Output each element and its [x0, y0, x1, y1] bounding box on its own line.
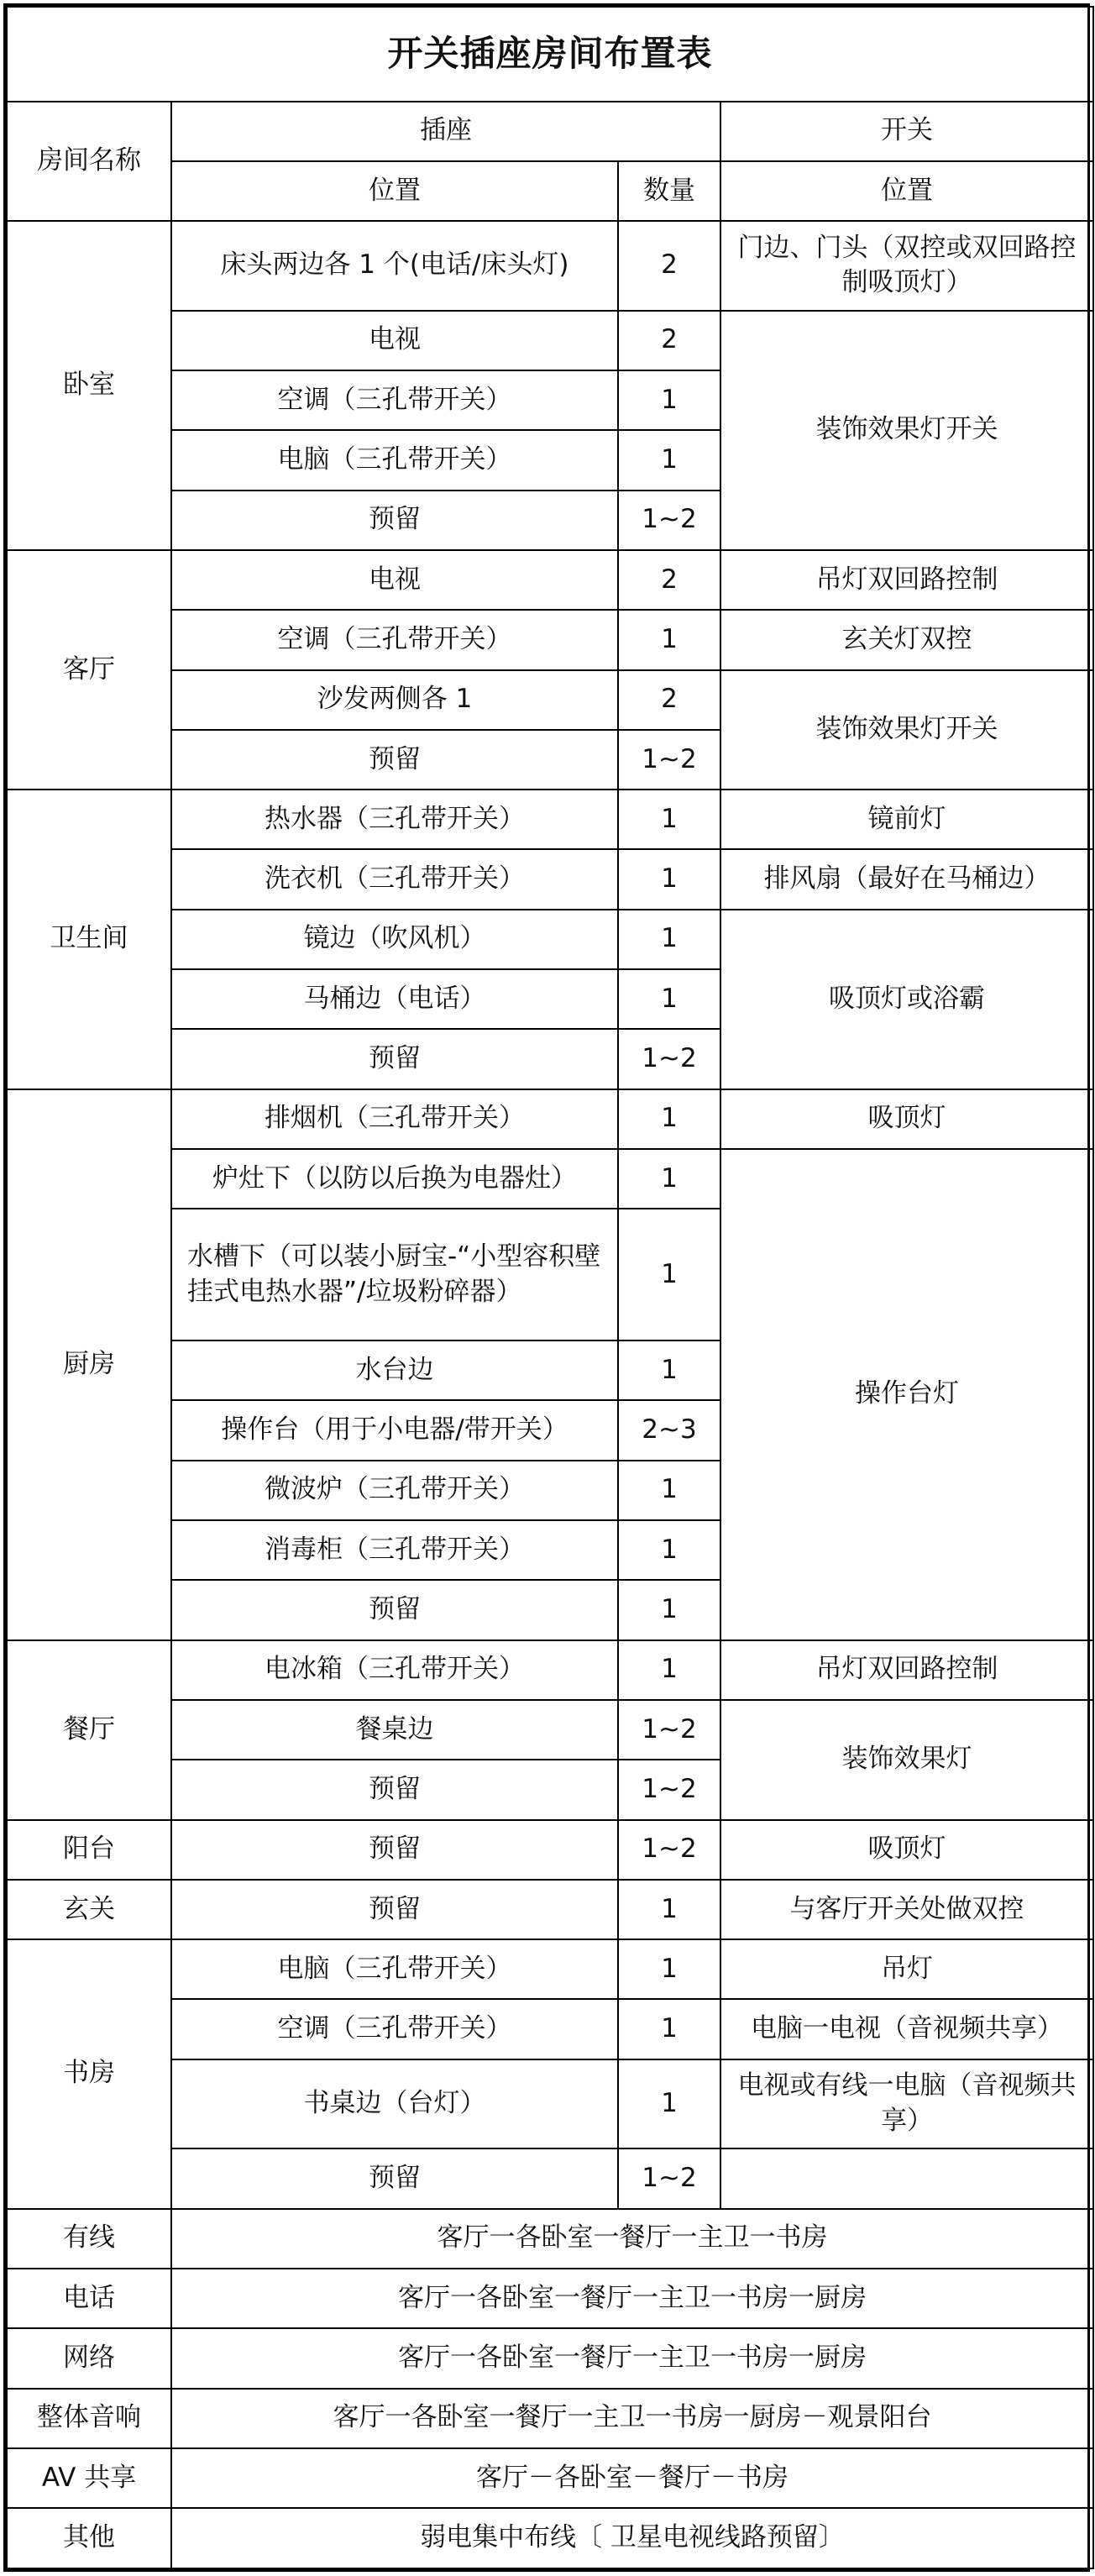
table-row — [7, 790, 1093, 849]
socket-quantity: 1 — [618, 1461, 720, 1520]
room-name-study: 书房 — [7, 1939, 171, 2208]
socket-position: 操作台（用于小电器/带开关） — [171, 1400, 618, 1460]
room-name-kitchen: 厨房 — [7, 1089, 171, 1640]
socket-position: 空调（三孔带开关） — [171, 1999, 618, 2059]
header-socket: 插座 — [171, 102, 720, 161]
wiring-value: 客厅一各卧室一餐厅一主卫一书房一厨房 — [171, 2328, 1093, 2388]
socket-position: 预留 — [171, 1760, 618, 1819]
socket-position: 预留 — [171, 1820, 618, 1880]
socket-position: 电冰箱（三孔带开关） — [171, 1640, 618, 1700]
socket-quantity: 1 — [618, 1939, 720, 1999]
switch-position: 吊灯 — [720, 1939, 1093, 1999]
socket-position: 沙发两侧各 1 — [171, 670, 618, 730]
table-row — [7, 1939, 1093, 1999]
wiring-name: 电话 — [7, 2269, 171, 2328]
socket-quantity: 1 — [618, 1999, 720, 2059]
socket-quantity: 2~3 — [618, 1400, 720, 1460]
socket-position: 空调（三孔带开关） — [171, 370, 618, 430]
socket-position: 电脑（三孔带开关） — [171, 430, 618, 490]
switch-position: 电脑一电视（音视频共享） — [720, 1999, 1093, 2059]
socket-quantity: 1 — [618, 1580, 720, 1640]
socket-position: 马桶边（电话） — [171, 969, 618, 1029]
socket-quantity: 2 — [618, 221, 720, 310]
socket-quantity: 2 — [618, 670, 720, 730]
socket-position: 预留 — [171, 2148, 618, 2208]
socket-quantity: 1~2 — [618, 1700, 720, 1760]
room-name-bathroom: 卫生间 — [7, 790, 171, 1089]
socket-quantity: 1 — [618, 1149, 720, 1209]
socket-quantity: 1~2 — [618, 730, 720, 790]
switch-position: 装饰效果灯开关 — [720, 670, 1093, 790]
table-row — [7, 1820, 1093, 1880]
socket-quantity: 1~2 — [618, 1029, 720, 1089]
header-room-name: 房间名称 — [7, 102, 171, 222]
table-row — [7, 1089, 1093, 1149]
socket-position: 微波炉（三孔带开关） — [171, 1461, 618, 1520]
socket-quantity: 1 — [618, 430, 720, 490]
socket-position: 空调（三孔带开关） — [171, 610, 618, 669]
socket-quantity: 1~2 — [618, 1760, 720, 1819]
table-row — [7, 1640, 1093, 1700]
socket-quantity: 1 — [618, 1089, 720, 1149]
switch-position: 吊灯双回路控制 — [720, 550, 1093, 610]
switch-position: 门边、门头（双控或双回路控制吸顶灯） — [720, 221, 1093, 310]
table-row — [7, 2209, 1093, 2269]
table-row — [7, 221, 1093, 310]
socket-quantity: 1 — [618, 910, 720, 969]
socket-position: 热水器（三孔带开关） — [171, 790, 618, 849]
socket-position: 电视 — [171, 311, 618, 370]
socket-quantity: 1 — [618, 370, 720, 430]
switch-position: 吸顶灯 — [720, 1089, 1093, 1149]
room-name-bedroom: 卧室 — [7, 221, 171, 550]
room-name-dining: 餐厅 — [7, 1640, 171, 1820]
socket-quantity: 1 — [618, 1520, 720, 1580]
socket-position: 预留 — [171, 730, 618, 790]
socket-position: 餐桌边 — [171, 1700, 618, 1760]
socket-quantity: 1 — [618, 969, 720, 1029]
socket-position: 消毒柜（三孔带开关） — [171, 1520, 618, 1580]
switch-position: 排风扇（最好在马桶边） — [720, 849, 1093, 909]
socket-quantity: 1~2 — [618, 2148, 720, 2208]
title-row — [7, 7, 1093, 102]
table-row — [7, 2269, 1093, 2328]
switch-position: 吊灯双回路控制 — [720, 1640, 1093, 1700]
socket-position: 炉灶下（以防以后换为电器灶） — [171, 1149, 618, 1209]
socket-position: 书桌边（台灯） — [171, 2059, 618, 2148]
socket-position: 电视 — [171, 550, 618, 610]
switch-position — [720, 2148, 1093, 2208]
socket-quantity: 2 — [618, 550, 720, 610]
wiring-value: 客厅一各卧室一餐厅一主卫一书房 — [171, 2209, 1093, 2269]
wiring-value: 客厅一各卧室一餐厅一主卫一书房一厨房－观景阳台 — [171, 2389, 1093, 2448]
header-row-1 — [7, 102, 1093, 161]
table-row — [7, 1880, 1093, 1939]
socket-position: 预留 — [171, 1029, 618, 1089]
wiring-value: 弱电集中布线〔 卫星电视线路预留〕 — [171, 2508, 1093, 2568]
switch-position: 装饰效果灯 — [720, 1700, 1093, 1820]
socket-quantity: 1~2 — [618, 491, 720, 550]
switch-position: 操作台灯 — [720, 1149, 1093, 1640]
switch-position: 电视或有线一电脑（音视频共享） — [720, 2059, 1093, 2148]
switch-socket-table — [6, 6, 1094, 2569]
table-row — [7, 2508, 1093, 2568]
socket-quantity: 1 — [618, 1880, 720, 1939]
switch-position: 装饰效果灯开关 — [720, 311, 1093, 550]
socket-position: 水台边 — [171, 1340, 618, 1400]
switch-position: 吸顶灯或浴霸 — [720, 910, 1093, 1089]
socket-position: 排烟机（三孔带开关） — [171, 1089, 618, 1149]
socket-quantity: 1 — [618, 1340, 720, 1400]
table-title: 开关插座房间布置表 — [7, 7, 1093, 102]
switch-position: 与客厅开关处做双控 — [720, 1880, 1093, 1939]
socket-quantity: 1 — [618, 790, 720, 849]
socket-position: 镜边（吹风机） — [171, 910, 618, 969]
table-row — [7, 550, 1093, 610]
socket-position: 预留 — [171, 1880, 618, 1939]
socket-position: 水槽下（可以装小厨宝-“小型容积壁挂式电热水器”/垃圾粉碎器） — [171, 1209, 618, 1340]
socket-quantity: 1 — [618, 610, 720, 669]
socket-position: 床头两边各 1 个(电话/床头灯) — [171, 221, 618, 310]
socket-quantity: 1~2 — [618, 1820, 720, 1880]
switch-position: 吸顶灯 — [720, 1820, 1093, 1880]
wiring-name: 其他 — [7, 2508, 171, 2568]
wiring-value: 客厅一各卧室一餐厅一主卫一书房一厨房 — [171, 2269, 1093, 2328]
socket-quantity: 1 — [618, 1640, 720, 1700]
wiring-name: AV 共享 — [7, 2448, 171, 2508]
socket-position: 电脑（三孔带开关） — [171, 1939, 618, 1999]
layout-table-sheet — [3, 3, 1090, 2572]
socket-position: 洗衣机（三孔带开关） — [171, 849, 618, 909]
switch-position: 镜前灯 — [720, 790, 1093, 849]
table-row — [7, 2389, 1093, 2448]
socket-position: 预留 — [171, 1580, 618, 1640]
room-name-entrance: 玄关 — [7, 1880, 171, 1939]
header-socket-quantity: 数量 — [618, 161, 720, 221]
header-switch: 开关 — [720, 102, 1093, 161]
socket-quantity: 1 — [618, 1209, 720, 1340]
switch-position: 玄关灯双控 — [720, 610, 1093, 669]
header-switch-position: 位置 — [720, 161, 1093, 221]
table-row — [7, 2328, 1093, 2388]
table-row — [7, 2448, 1093, 2508]
wiring-name: 有线 — [7, 2209, 171, 2269]
wiring-value: 客厅－各卧室－餐厅－书房 — [171, 2448, 1093, 2508]
room-name-living: 客厅 — [7, 550, 171, 790]
socket-quantity: 2 — [618, 311, 720, 370]
wiring-name: 整体音响 — [7, 2389, 171, 2448]
socket-position: 预留 — [171, 491, 618, 550]
socket-quantity: 1 — [618, 2059, 720, 2148]
socket-quantity: 1 — [618, 849, 720, 909]
wiring-name: 网络 — [7, 2328, 171, 2388]
header-socket-position: 位置 — [171, 161, 618, 221]
room-name-balcony: 阳台 — [7, 1820, 171, 1880]
